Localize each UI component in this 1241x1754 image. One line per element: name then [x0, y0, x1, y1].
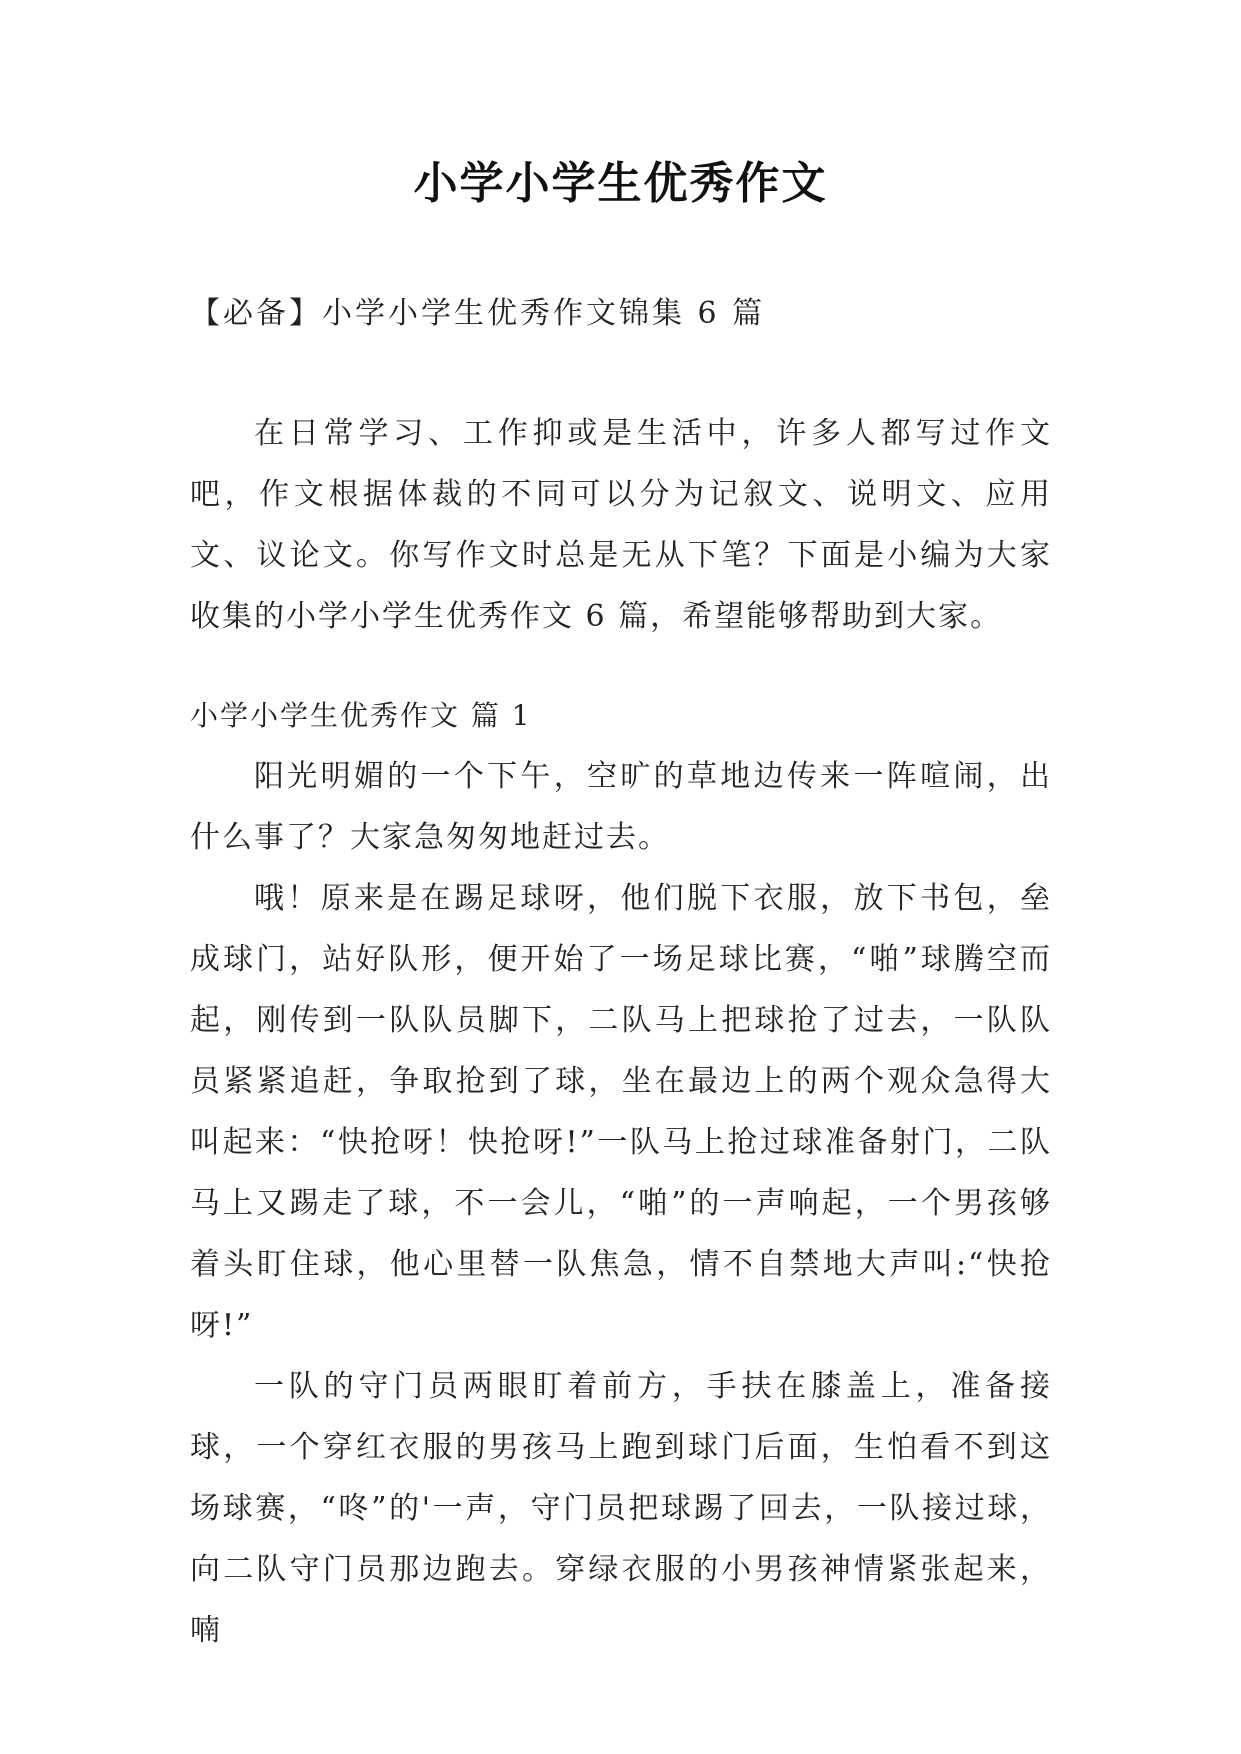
- section-heading: 小学小学生优秀作文 篇 1: [190, 699, 532, 732]
- document-title: 小学小学生优秀作文: [413, 158, 828, 209]
- intro-paragraph: 在日常学习、工作抑或是生活中，许多人都写过作文吧，作文根据体裁的不同可以分为记叙文、说明文、应用文、议论文。你写作文时总是无从下笔？下面是小编为大家收集的小学小学生优秀作文 6 篇，希望能够帮助到大家。: [190, 416, 1052, 634]
- document-subtitle: 【必备】小学小学生优秀作文锦集 6 篇: [190, 296, 766, 331]
- essay-body: [190, 746, 1052, 1661]
- essay-paragraph: 阳光明媚的一个下午，空旷的草地边传来一阵喧闹，出什么事了？大家急匆匆地赶过去。: [190, 759, 1052, 855]
- essay-paragraph: 哦！原来是在踢足球呀，他们脱下衣服，放下书包，垒成球门，站好队形，便开始了一场足球比赛，“啪”球腾空而起，刚传到一队队员脚下，二队马上把球抢了过去，一队队员紧紧追赶，争取抢到了球，坐在最边上的两个观众急得大叫起来：“快抢呀！快抢呀!”一队马上抢过球准备射门，二队马上又踢走了球，不一会儿，“啪”的一声响起，一个男孩够着头盯住球，他心里替一队焦急，情不自禁地大声叫:“快抢呀!”: [190, 881, 1052, 1343]
- essay-paragraph: 一队的守门员两眼盯着前方，手扶在膝盖上，准备接球，一个穿红衣服的男孩马上跑到球门后面，生怕看不到这场球赛，“咚”的'一声，守门员把球踢了回去，一队接过球，向二队守门员那边跑去。穿绿衣服的小男孩神情紧张起来，喃: [190, 1369, 1052, 1648]
